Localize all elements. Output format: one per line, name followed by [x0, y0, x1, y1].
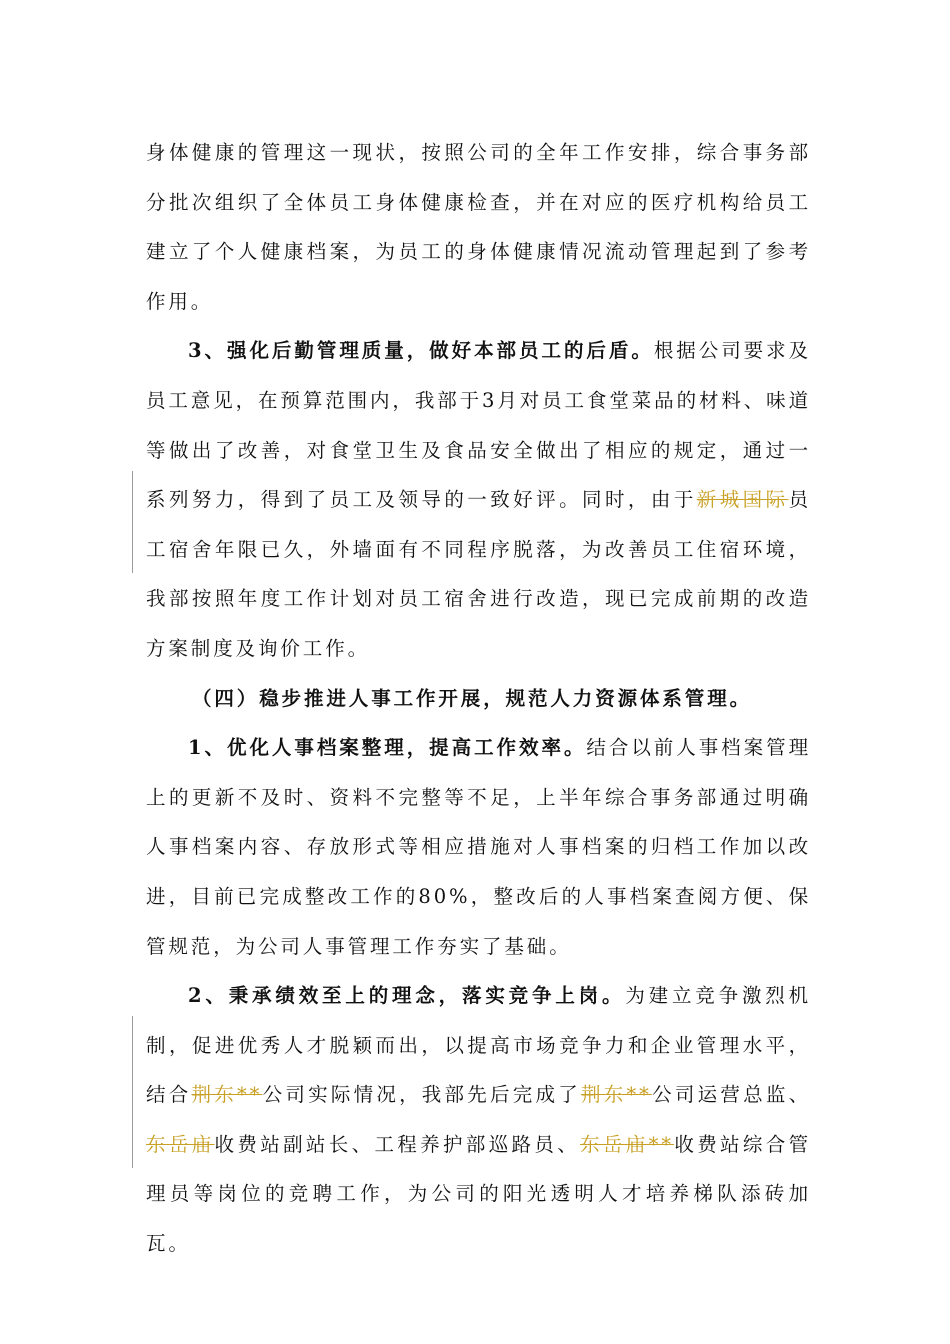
paragraph-text: 身体健康的管理这一现状，按照公司的全年工作安排，综合事务部分批次组织了全体员工身体健康检查，并在对应的医疗机构给员工建立了个人健康档案，为员工的身体健康情况流动管理起到了参考作用。 — [146, 141, 811, 313]
paragraph-competition — [146, 971, 811, 1269]
revision-change-bar — [132, 471, 133, 573]
deleted-revision-text: 东岳庙** — [580, 1132, 674, 1156]
paragraph-logistics — [146, 326, 811, 673]
document-body — [146, 128, 811, 1269]
paragraph-health-management — [146, 128, 811, 326]
deleted-revision-text: 荆东** — [581, 1083, 652, 1107]
paragraph-text: 公司实际情况，我部先后完成了 — [262, 1083, 581, 1107]
paragraph-title: 3、强化后勤管理质量，做好本部员工的后盾。 — [188, 339, 654, 363]
deleted-revision-text: 新城国际 — [696, 488, 789, 512]
section-heading-personnel: （四）稳步推进人事工作开展，规范人力资源体系管理。 — [192, 686, 753, 710]
deleted-revision-text: 东岳庙 — [146, 1132, 215, 1156]
paragraph-title: 1、优化人事档案整理，提高工作效率。 — [188, 736, 587, 760]
paragraph-text: 公司运营总监、 — [651, 1083, 811, 1107]
paragraph-text: 收费站综合管理员等岗位的竞聘工作，为公司的阳光透明人才培养梯队添砖加瓦。 — [146, 1132, 811, 1256]
paragraph-text: 员工宿舍年限已久，外墙面有不同程序脱落，为改善员工住宿环境，我部按照年度工作计划对员工宿舍进行改造，现已完成前期的改造方案制度及询价工作。 — [146, 488, 811, 660]
paragraph-personnel-files — [146, 723, 811, 971]
paragraph-text: 收费站副站长、工程养护部巡路员、 — [214, 1132, 581, 1156]
paragraph-text: 为建立竞争激烈机制，促进优秀人才脱颖而出，以提高市场竞争力和企业管理水平，结合 — [146, 984, 812, 1107]
deleted-revision-text: 荆东** — [191, 1083, 263, 1107]
revision-change-bar — [132, 1016, 133, 1168]
paragraph-text: 根据公司要求及员工意见，在预算范围内，我部于3月对员工食堂菜品的材料、味道等做出了改善，对食堂卫生及食品安全做出了相应的规定，通过一系列努力，得到了员工及领导的一致好评。同时，由于 — [146, 339, 811, 512]
paragraph-title: 2、秉承绩效至上的理念，落实竞争上岗。 — [188, 984, 626, 1008]
paragraph-text: 结合以前人事档案管理上的更新不及时、资料不完整等不足，上半年综合事务部通过明确人事档案内容、存放形式等相应措施对人事档案的归档工作加以改进，目前已完成整改工作的80%，整改后的人事档案查阅方便、保管规范，为公司人事管理工作夯实了基础。 — [146, 736, 811, 958]
